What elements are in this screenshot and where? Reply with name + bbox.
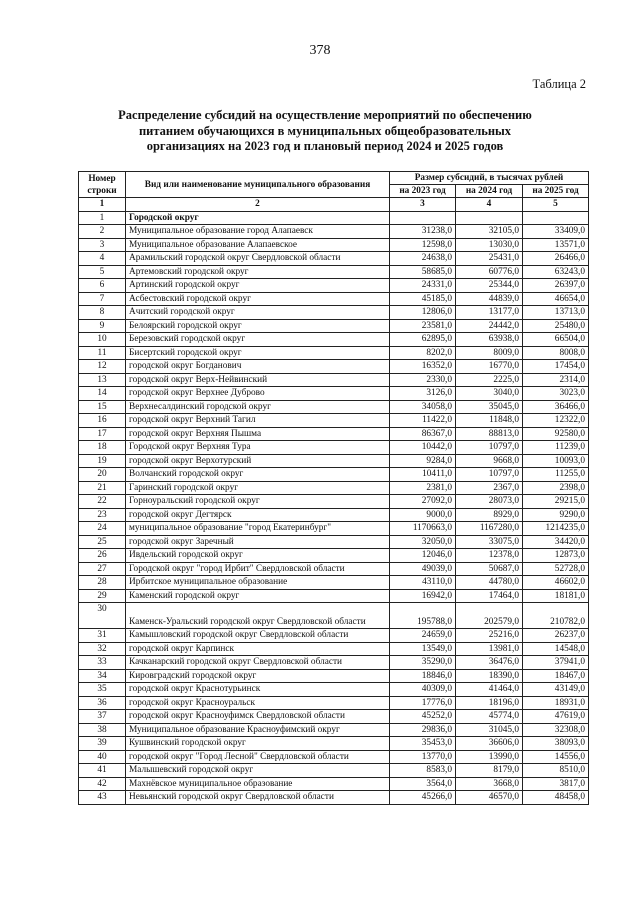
municipality-name: Белоярский городской округ: [126, 319, 390, 333]
subsidy-2024: 13177,0: [456, 306, 523, 320]
empty-cell: [523, 211, 589, 225]
subsidy-2023: 16352,0: [390, 360, 456, 374]
row-number: 23: [79, 508, 126, 522]
subsidy-2023: 2330,0: [390, 373, 456, 387]
municipality-name: Асбестовский городской округ: [126, 292, 390, 306]
subsidy-2023: 2381,0: [390, 481, 456, 495]
table-row: [79, 306, 589, 320]
table-row: [79, 764, 589, 778]
row-number: 34: [79, 669, 126, 683]
header-2025: на 2025 год: [523, 185, 589, 198]
row-number: 21: [79, 481, 126, 495]
subsidy-2025: 52728,0: [523, 562, 589, 576]
column-number: 1: [79, 198, 126, 212]
table-row: [79, 319, 589, 333]
municipality-name: городской округ Верх-Нейвинский: [126, 373, 390, 387]
subsidy-2023: 43110,0: [390, 576, 456, 590]
table-row: [79, 750, 589, 764]
subsidy-2024: 36476,0: [456, 656, 523, 670]
table-row: [79, 454, 589, 468]
row-number: 10: [79, 333, 126, 347]
municipality-name: Каменск-Уральский городской округ Свердловской области: [126, 603, 390, 629]
row-number: 39: [79, 737, 126, 751]
page-number: 378: [309, 43, 331, 58]
table-row: [79, 481, 589, 495]
row-number: 30: [79, 603, 126, 629]
subsidy-2024: 8179,0: [456, 764, 523, 778]
municipality-name: Камышловский городской округ Свердловской области: [126, 629, 390, 643]
row-number: 2: [79, 225, 126, 239]
subsidy-2023: 27092,0: [390, 495, 456, 509]
subsidy-2023: 40309,0: [390, 683, 456, 697]
table-row: [79, 723, 589, 737]
table-row: [79, 535, 589, 549]
subsidy-2025: 3817,0: [523, 777, 589, 791]
subsidy-2023: 8583,0: [390, 764, 456, 778]
subsidy-2024: 44780,0: [456, 576, 523, 590]
subsidy-2024: 8929,0: [456, 508, 523, 522]
subsidy-2023: 8202,0: [390, 346, 456, 360]
table-row: [79, 710, 589, 724]
column-number: 4: [456, 198, 523, 212]
row-number: 18: [79, 441, 126, 455]
table-row: [79, 441, 589, 455]
subsidy-2023: 9284,0: [390, 454, 456, 468]
subsidy-2024: 46570,0: [456, 791, 523, 805]
municipality-name: Бисертский городской округ: [126, 346, 390, 360]
subsidy-2023: 12598,0: [390, 238, 456, 252]
subsidy-2024: 9668,0: [456, 454, 523, 468]
subsidy-2023: 86367,0: [390, 427, 456, 441]
subsidy-2023: 13770,0: [390, 750, 456, 764]
subsidy-table: [78, 171, 589, 805]
row-number: 3: [79, 238, 126, 252]
column-number: 3: [390, 198, 456, 212]
subsidy-2025: 63243,0: [523, 265, 589, 279]
subsidy-2024: 10797,0: [456, 441, 523, 455]
municipality-name: Верхнесалдинский городской округ: [126, 400, 390, 414]
section-number: 1: [79, 211, 126, 225]
header-2024: на 2024 год: [456, 185, 523, 198]
row-number: 13: [79, 373, 126, 387]
municipality-name: городской округ Краснотурьинск: [126, 683, 390, 697]
table-row: [79, 279, 589, 293]
row-number: 4: [79, 252, 126, 266]
subsidy-2025: 13571,0: [523, 238, 589, 252]
subsidy-2024: 33075,0: [456, 535, 523, 549]
subsidy-2024: 3040,0: [456, 387, 523, 401]
subsidy-2024: 17464,0: [456, 589, 523, 603]
subsidy-2023: 45252,0: [390, 710, 456, 724]
subsidy-2025: 9290,0: [523, 508, 589, 522]
municipality-name: Невьянский городской округ Свердловской области: [126, 791, 390, 805]
subsidy-2023: 23581,0: [390, 319, 456, 333]
municipality-name: городской округ Верхнее Дуброво: [126, 387, 390, 401]
subsidy-2023: 35453,0: [390, 737, 456, 751]
subsidy-2025: 10093,0: [523, 454, 589, 468]
subsidy-2023: 3126,0: [390, 387, 456, 401]
subsidy-2024: 1167280,0: [456, 522, 523, 536]
table-row: [79, 265, 589, 279]
row-number: 22: [79, 495, 126, 509]
subsidy-2024: 28073,0: [456, 495, 523, 509]
table-row: [79, 576, 589, 590]
subsidy-2025: 17454,0: [523, 360, 589, 374]
subsidy-2024: 16770,0: [456, 360, 523, 374]
subsidy-2023: 18846,0: [390, 669, 456, 683]
table-row: [79, 589, 589, 603]
subsidy-2025: 3023,0: [523, 387, 589, 401]
subsidy-2024: 60776,0: [456, 265, 523, 279]
table-row: [79, 292, 589, 306]
subsidy-2024: 202579,0: [456, 603, 523, 629]
subsidy-2024: 25344,0: [456, 279, 523, 293]
subsidy-2023: 62895,0: [390, 333, 456, 347]
municipality-name: Арамильский городской округ Свердловской области: [126, 252, 390, 266]
table-row: [79, 629, 589, 643]
row-number: 27: [79, 562, 126, 576]
row-number: 11: [79, 346, 126, 360]
subsidy-2025: 66504,0: [523, 333, 589, 347]
subsidy-2024: 25216,0: [456, 629, 523, 643]
subsidy-2025: 26237,0: [523, 629, 589, 643]
row-number: 28: [79, 576, 126, 590]
subsidy-2023: 35290,0: [390, 656, 456, 670]
subsidy-2025: 8008,0: [523, 346, 589, 360]
table-row: [79, 737, 589, 751]
subsidy-2023: 1170663,0: [390, 522, 456, 536]
table-label: Таблица 2: [532, 77, 586, 91]
row-number: 38: [79, 723, 126, 737]
subsidy-2024: 25431,0: [456, 252, 523, 266]
subsidy-2025: 46602,0: [523, 576, 589, 590]
subsidy-2023: 45266,0: [390, 791, 456, 805]
subsidy-2025: 13713,0: [523, 306, 589, 320]
table-row: [79, 683, 589, 697]
subsidy-2024: 35045,0: [456, 400, 523, 414]
subsidy-2024: 44839,0: [456, 292, 523, 306]
subsidy-2025: 37941,0: [523, 656, 589, 670]
subsidy-2025: 33409,0: [523, 225, 589, 239]
table-row: [79, 777, 589, 791]
municipality-name: Муниципальное образование Алапаевское: [126, 238, 390, 252]
row-number: 20: [79, 468, 126, 482]
subsidy-2023: 12046,0: [390, 549, 456, 563]
subsidy-2023: 11422,0: [390, 414, 456, 428]
municipality-name: Ачитский городской округ: [126, 306, 390, 320]
subsidy-2023: 3564,0: [390, 777, 456, 791]
subsidy-2023: 12806,0: [390, 306, 456, 320]
table-row: [79, 360, 589, 374]
table-row: [79, 642, 589, 656]
subsidy-2024: 3668,0: [456, 777, 523, 791]
subsidy-2023: 9000,0: [390, 508, 456, 522]
subsidy-2025: 18181,0: [523, 589, 589, 603]
row-number: 19: [79, 454, 126, 468]
header-row: [79, 172, 589, 185]
subsidy-2025: 26466,0: [523, 252, 589, 266]
subsidy-2025: 18467,0: [523, 669, 589, 683]
row-number: 33: [79, 656, 126, 670]
table-row: [79, 696, 589, 710]
header-subsidy: Размер субсидий, в тысячах рублей: [390, 172, 589, 185]
row-number: 29: [79, 589, 126, 603]
row-number: 5: [79, 265, 126, 279]
row-number: 43: [79, 791, 126, 805]
subsidy-2024: 63938,0: [456, 333, 523, 347]
row-number: 8: [79, 306, 126, 320]
row-number: 9: [79, 319, 126, 333]
table-row: [79, 387, 589, 401]
row-number: 26: [79, 549, 126, 563]
subsidy-2025: 47619,0: [523, 710, 589, 724]
subsidy-2024: 13030,0: [456, 238, 523, 252]
municipality-name: Гаринский городской округ: [126, 481, 390, 495]
municipality-name: городской округ Дегтярск: [126, 508, 390, 522]
subsidy-2024: 32105,0: [456, 225, 523, 239]
subsidy-2025: 34420,0: [523, 535, 589, 549]
subsidy-2025: 2398,0: [523, 481, 589, 495]
column-number: 5: [523, 198, 589, 212]
municipality-name: Городской округ "город Ирбит" Свердловской области: [126, 562, 390, 576]
subsidy-2024: 88813,0: [456, 427, 523, 441]
table-row: [79, 225, 589, 239]
subsidy-2025: 11255,0: [523, 468, 589, 482]
table-row: [79, 238, 589, 252]
subsidy-2025: 43149,0: [523, 683, 589, 697]
subsidy-2023: 45185,0: [390, 292, 456, 306]
subsidy-2025: 25480,0: [523, 319, 589, 333]
municipality-name: Горноуральский городской округ: [126, 495, 390, 509]
table-row: [79, 373, 589, 387]
municipality-name: городской округ Верхняя Пышма: [126, 427, 390, 441]
subsidy-2024: 31045,0: [456, 723, 523, 737]
municipality-name: городской округ Красноуфимск Свердловской области: [126, 710, 390, 724]
column-number: 2: [126, 198, 390, 212]
subsidy-2025: 8510,0: [523, 764, 589, 778]
empty-cell: [456, 211, 523, 225]
table-row: [79, 669, 589, 683]
table-row: [79, 562, 589, 576]
empty-cell: [390, 211, 456, 225]
row-number: 32: [79, 642, 126, 656]
row-number: 16: [79, 414, 126, 428]
row-number: 12: [79, 360, 126, 374]
header-2023: на 2023 год: [390, 185, 456, 198]
subsidy-2024: 36606,0: [456, 737, 523, 751]
row-number: 37: [79, 710, 126, 724]
municipality-name: Махнёвское муниципальное образование: [126, 777, 390, 791]
row-number: 15: [79, 400, 126, 414]
row-number: 17: [79, 427, 126, 441]
municipality-name: городской округ Заречный: [126, 535, 390, 549]
subsidy-2025: 12873,0: [523, 549, 589, 563]
subsidy-2024: 18390,0: [456, 669, 523, 683]
municipality-name: Муниципальное образование город Алапаевск: [126, 225, 390, 239]
subsidy-2024: 8009,0: [456, 346, 523, 360]
subsidy-2023: 10411,0: [390, 468, 456, 482]
subsidy-2024: 18196,0: [456, 696, 523, 710]
subsidy-2025: 46654,0: [523, 292, 589, 306]
municipality-name: Ирбитское муниципальное образование: [126, 576, 390, 590]
document-title: Распределение субсидий на осуществление мероприятий по обеспечению питанием обучающихся в муниципальных общеобразовательных организациях на 2023 год и плановый период 2024 и 2025 годов: [118, 108, 532, 153]
municipality-name: Качканарский городской округ Свердловской области: [126, 656, 390, 670]
subsidy-2023: 29836,0: [390, 723, 456, 737]
row-number: 25: [79, 535, 126, 549]
subsidy-2025: 1214235,0: [523, 522, 589, 536]
subsidy-2025: 14548,0: [523, 642, 589, 656]
subsidy-2023: 24331,0: [390, 279, 456, 293]
subsidy-2025: 2314,0: [523, 373, 589, 387]
subsidy-2025: 14556,0: [523, 750, 589, 764]
subsidy-2025: 48458,0: [523, 791, 589, 805]
table-row: [79, 495, 589, 509]
table-row: [79, 346, 589, 360]
subsidy-2024: 10797,0: [456, 468, 523, 482]
table-row: [79, 333, 589, 347]
table-row: [79, 656, 589, 670]
subsidy-2025: 210782,0: [523, 603, 589, 629]
section-name: Городской округ: [126, 211, 390, 225]
subsidy-2025: 38093,0: [523, 737, 589, 751]
subsidy-2025: 11239,0: [523, 441, 589, 455]
table-row: [79, 549, 589, 563]
subsidy-2025: 26397,0: [523, 279, 589, 293]
subsidy-2024: 50687,0: [456, 562, 523, 576]
subsidy-2023: 16942,0: [390, 589, 456, 603]
municipality-name: Малышевский городской округ: [126, 764, 390, 778]
table-row: [79, 603, 589, 629]
subsidy-2025: 36466,0: [523, 400, 589, 414]
table-row: [79, 427, 589, 441]
section-row: [79, 211, 589, 225]
subsidy-2024: 45774,0: [456, 710, 523, 724]
row-number: 6: [79, 279, 126, 293]
municipality-name: Волчанский городской округ: [126, 468, 390, 482]
subsidy-2025: 18931,0: [523, 696, 589, 710]
table-row: [79, 508, 589, 522]
municipality-name: городской округ Красноуральск: [126, 696, 390, 710]
municipality-name: Ивдельский городской округ: [126, 549, 390, 563]
row-number: 31: [79, 629, 126, 643]
row-number: 24: [79, 522, 126, 536]
municipality-name: Каменский городской округ: [126, 589, 390, 603]
subsidy-2024: 2225,0: [456, 373, 523, 387]
municipality-name: Артемовский городской округ: [126, 265, 390, 279]
subsidy-2025: 92580,0: [523, 427, 589, 441]
subsidy-2023: 17776,0: [390, 696, 456, 710]
municipality-name: городской округ "Город Лесной" Свердловской области: [126, 750, 390, 764]
subsidy-2023: 31238,0: [390, 225, 456, 239]
column-numbers-row: [79, 198, 589, 212]
municipality-name: муниципальное образование "город Екатеринбург": [126, 522, 390, 536]
municipality-name: Кировградский городской округ: [126, 669, 390, 683]
row-number: 42: [79, 777, 126, 791]
subsidy-2024: 24442,0: [456, 319, 523, 333]
table-row: [79, 252, 589, 266]
subsidy-2024: 11848,0: [456, 414, 523, 428]
subsidy-2023: 34058,0: [390, 400, 456, 414]
subsidy-2023: 32050,0: [390, 535, 456, 549]
municipality-name: городской округ Карпинск: [126, 642, 390, 656]
subsidy-2023: 49039,0: [390, 562, 456, 576]
subsidy-2023: 24659,0: [390, 629, 456, 643]
subsidy-2023: 58685,0: [390, 265, 456, 279]
subsidy-2023: 10442,0: [390, 441, 456, 455]
municipality-name: городской округ Верхний Тагил: [126, 414, 390, 428]
subsidy-2023: 195788,0: [390, 603, 456, 629]
header-row-number: Номер строки: [79, 172, 126, 198]
municipality-name: Артинский городской округ: [126, 279, 390, 293]
header-name: Вид или наименование муниципального образования: [126, 172, 390, 198]
subsidy-2025: 32308,0: [523, 723, 589, 737]
municipality-name: городской округ Богданович: [126, 360, 390, 374]
table-row: [79, 522, 589, 536]
municipality-name: Муниципальное образование Красноуфимский округ: [126, 723, 390, 737]
subsidy-2024: 13981,0: [456, 642, 523, 656]
subsidy-2024: 13990,0: [456, 750, 523, 764]
row-number: 41: [79, 764, 126, 778]
municipality-name: Городской округ Верхняя Тура: [126, 441, 390, 455]
subsidy-2025: 29215,0: [523, 495, 589, 509]
table-row: [79, 791, 589, 805]
row-number: 7: [79, 292, 126, 306]
table-row: [79, 468, 589, 482]
row-number: 36: [79, 696, 126, 710]
subsidy-2024: 12378,0: [456, 549, 523, 563]
row-number: 35: [79, 683, 126, 697]
row-number: 14: [79, 387, 126, 401]
subsidy-2023: 24638,0: [390, 252, 456, 266]
municipality-name: Березовский городской округ: [126, 333, 390, 347]
table-row: [79, 400, 589, 414]
row-number: 40: [79, 750, 126, 764]
subsidy-2025: 12322,0: [523, 414, 589, 428]
table-row: [79, 414, 589, 428]
municipality-name: городской округ Верхотурский: [126, 454, 390, 468]
subsidy-2024: 2367,0: [456, 481, 523, 495]
municipality-name: Кушвинский городской округ: [126, 737, 390, 751]
subsidy-2023: 13549,0: [390, 642, 456, 656]
subsidy-2024: 41464,0: [456, 683, 523, 697]
